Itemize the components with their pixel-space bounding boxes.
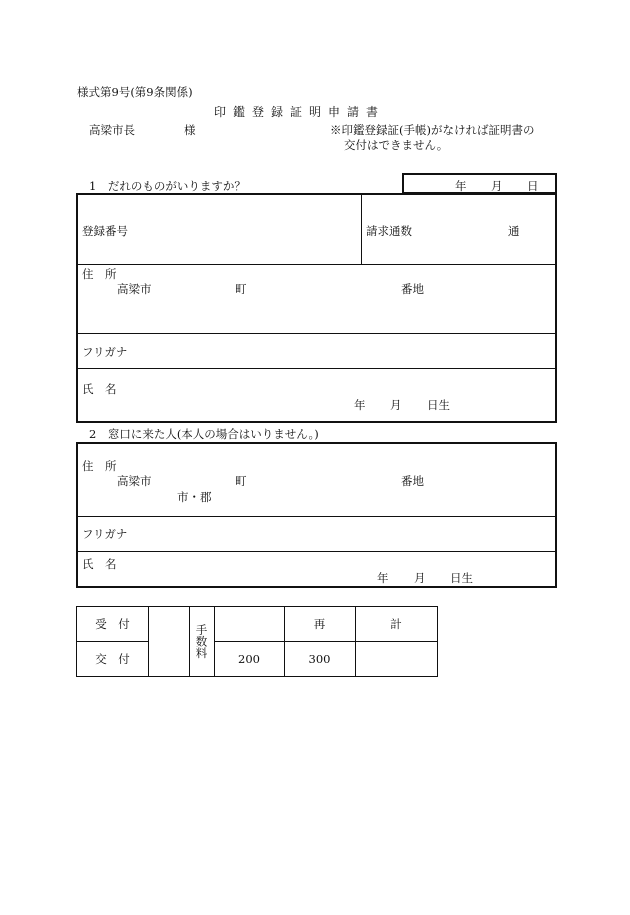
birth-month-label: 月: [390, 398, 402, 412]
issued-label: 交 付: [95, 652, 130, 666]
request-count-unit: 通: [508, 224, 520, 238]
total-amount-field[interactable]: [356, 642, 437, 676]
representative-city-county: 市・郡: [177, 490, 212, 504]
address-town: 町: [235, 282, 247, 296]
fee-amount: 200: [238, 652, 260, 666]
form-title: 印鑑登録証明申請書: [214, 105, 386, 119]
name-field[interactable]: [118, 373, 348, 395]
representative-address-city: 高梁市: [117, 474, 152, 488]
representative-name-field[interactable]: [118, 554, 368, 572]
section2-form: [76, 442, 557, 588]
name-label: 氏 名: [82, 382, 117, 396]
representative-birth-day-label: 日生: [450, 571, 473, 585]
notice-line-1: ※印鑑登録証(手帳)がなければ証明書の: [330, 123, 535, 137]
fee-blank-cell[interactable]: [215, 607, 284, 641]
fee-label: 手数料: [194, 624, 209, 659]
reissue-label: 再: [313, 617, 326, 631]
birth-year-label: 年: [354, 398, 366, 412]
representative-furigana-field[interactable]: [148, 520, 548, 547]
representative-address-field[interactable]: [218, 488, 548, 512]
furigana-label: フリガナ: [82, 345, 128, 359]
birth-day-label: 日生: [427, 398, 450, 412]
representative-address-label: 住 所: [82, 459, 117, 473]
representative-name-label: 氏 名: [82, 557, 117, 571]
registration-number-field[interactable]: [138, 201, 353, 257]
address-lot: 番地: [401, 282, 424, 296]
representative-birth-month-label: 月: [414, 571, 426, 585]
date-day-label: 日: [527, 179, 539, 193]
form-number: 様式第9号(第9条関係): [77, 85, 193, 99]
reissue-amount: 300: [308, 652, 331, 666]
total-label: 計: [390, 617, 402, 631]
date-month-label: 月: [491, 179, 503, 193]
representative-furigana-label: フリガナ: [82, 527, 128, 541]
representative-birth-year-label: 年: [377, 571, 389, 585]
notice-line-2: 交付はできません。: [344, 138, 449, 152]
received-label: 受 付: [95, 617, 130, 631]
fee-table: [76, 606, 438, 677]
furigana-field[interactable]: [148, 337, 548, 365]
date-year-label: 年: [455, 179, 467, 193]
representative-address-lot: 番地: [401, 474, 424, 488]
honorific: 様: [184, 123, 196, 137]
request-count-field[interactable]: [423, 201, 503, 257]
application-date-box[interactable]: [402, 173, 557, 194]
addressee: 高梁市長: [89, 123, 135, 137]
section1-form: [76, 193, 557, 423]
address-label: 住 所: [82, 267, 117, 281]
representative-address-town: 町: [235, 474, 247, 488]
received-stamp-cell[interactable]: [149, 607, 189, 676]
section1-heading: 1 だれのものがいりますか？: [89, 179, 246, 193]
address-field[interactable]: [118, 297, 548, 329]
request-count-label: 請求通数: [366, 224, 412, 238]
section2-heading: 2 窓口に来た人(本人の場合はいりません。): [89, 427, 319, 441]
address-city: 高梁市: [117, 282, 152, 296]
registration-number-label: 登録番号: [82, 224, 128, 238]
